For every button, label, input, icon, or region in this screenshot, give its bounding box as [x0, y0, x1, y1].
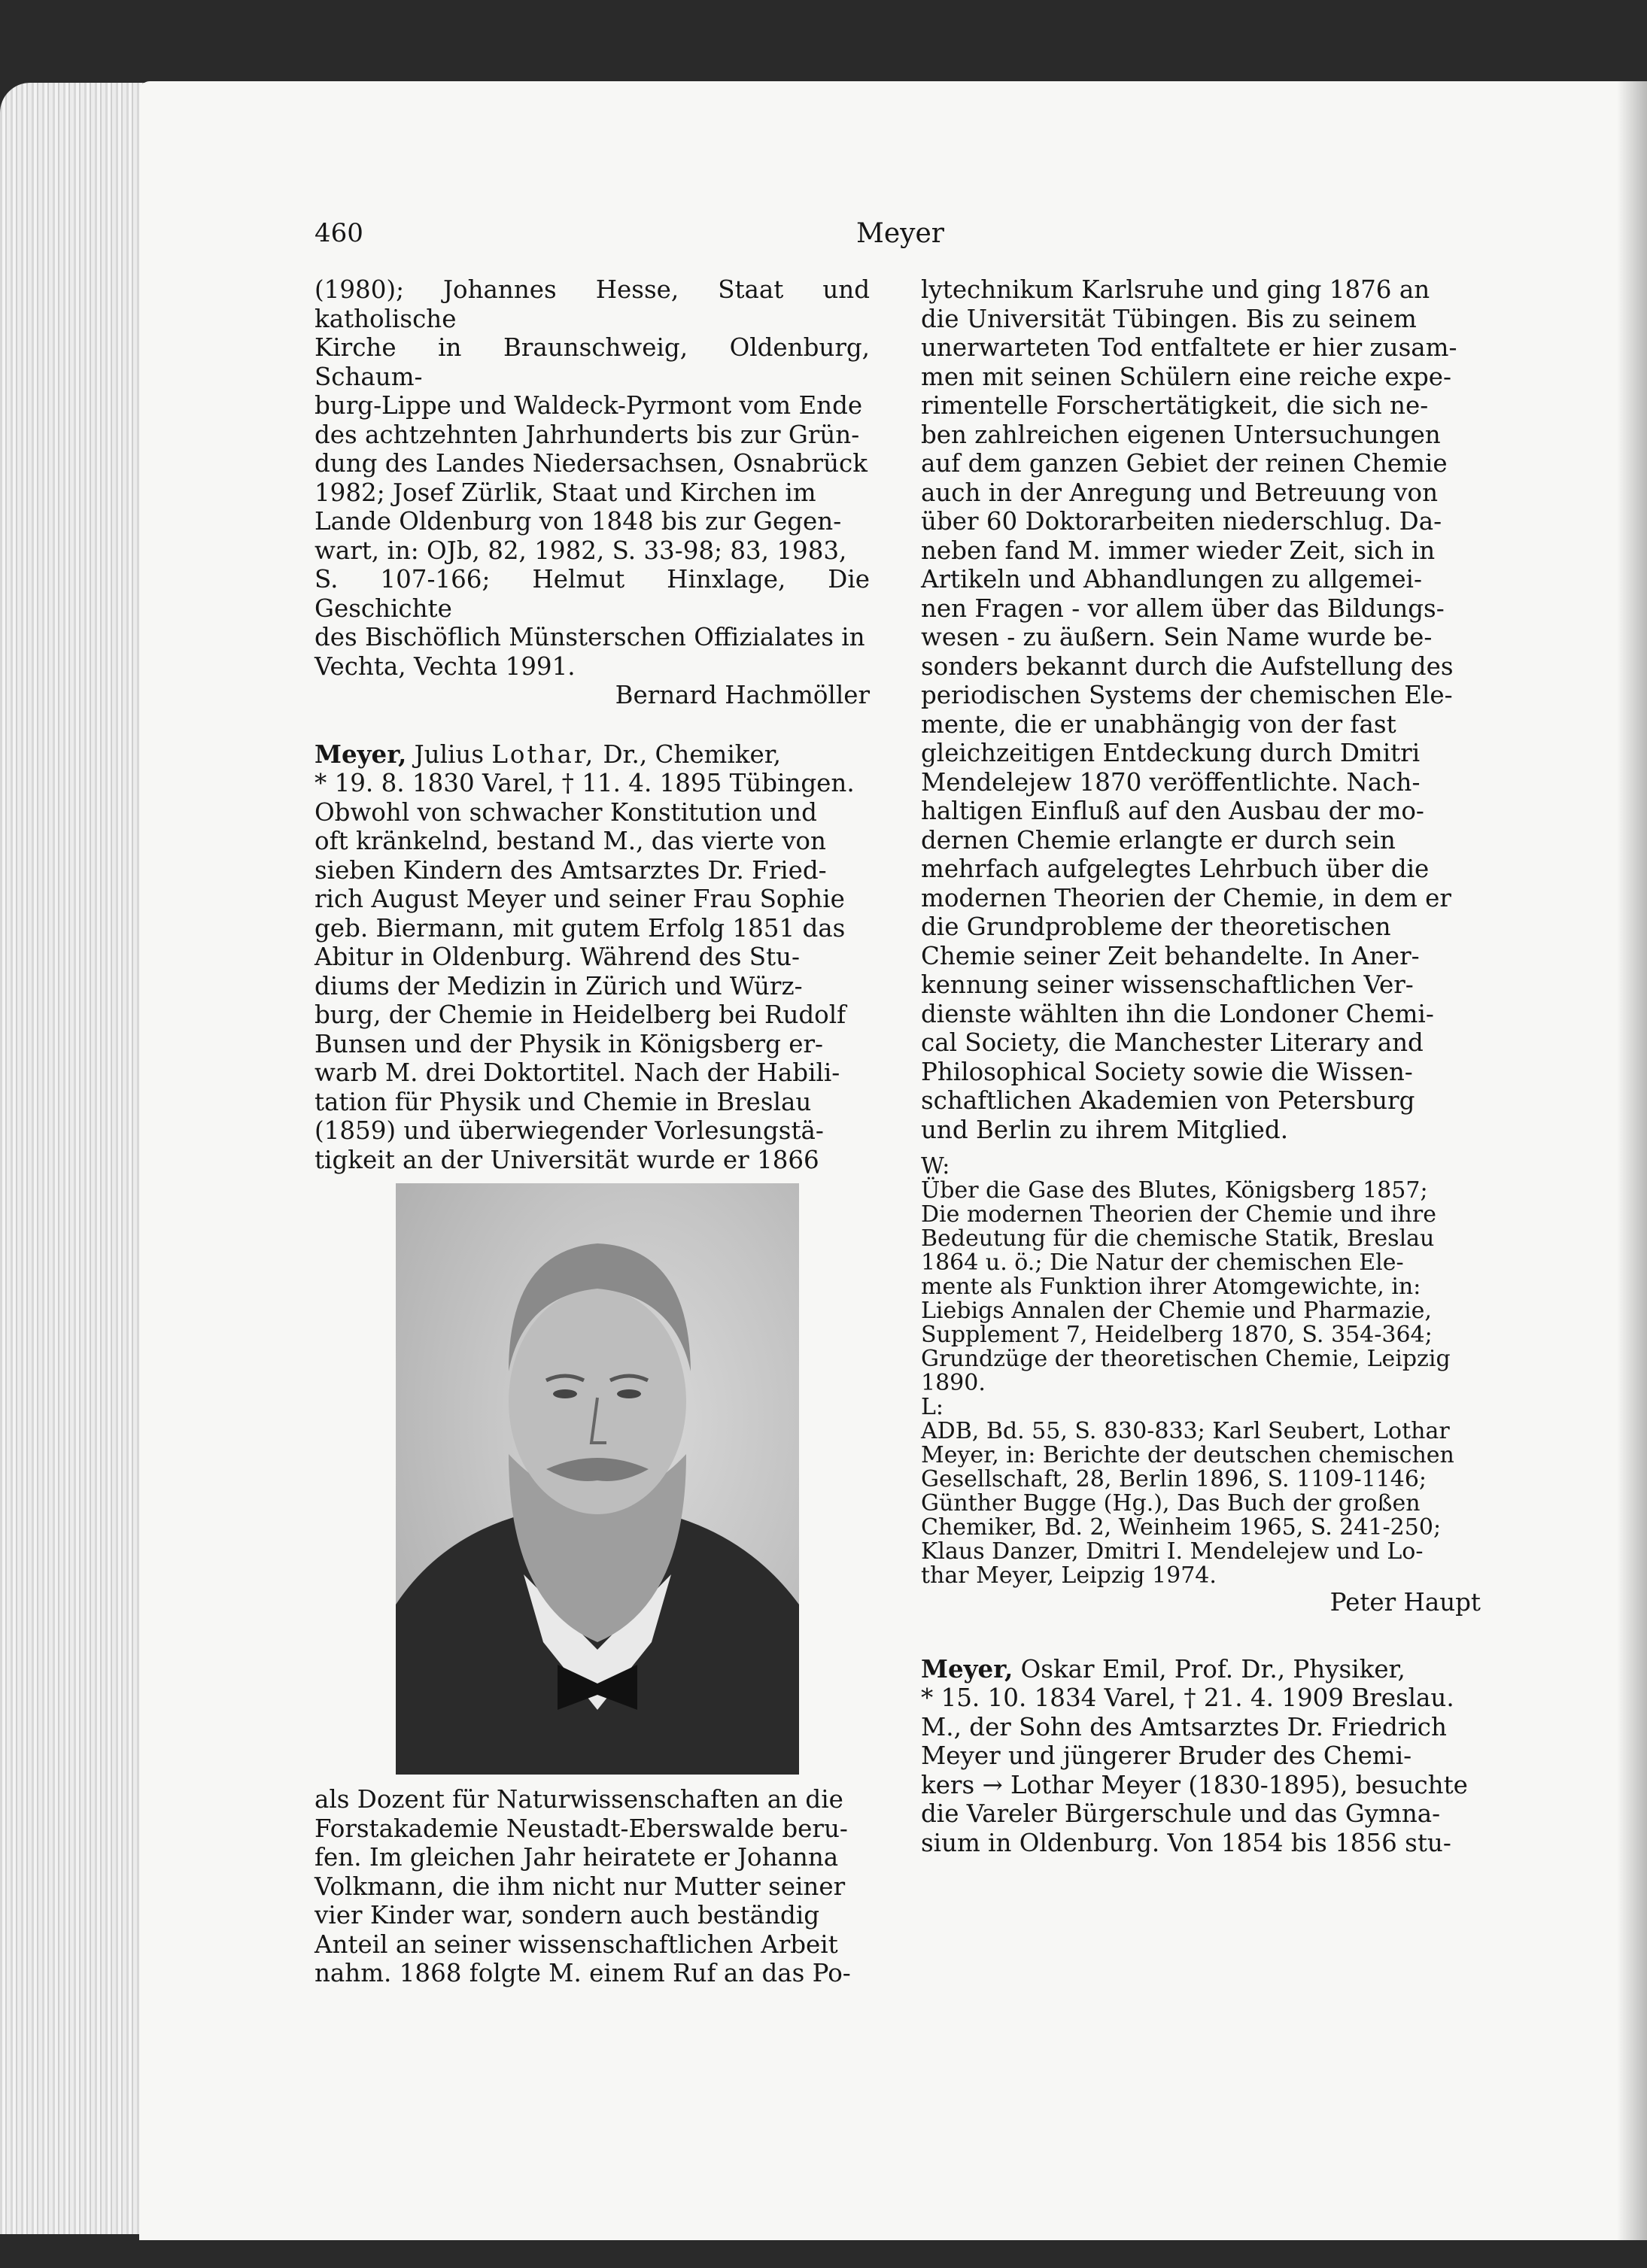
literature-line: Chemiker, Bd. 2, Weinheim 1965, S. 241-250; — [921, 1514, 1442, 1541]
text-line: des achtzehnten Jahrhunderts bis zur Grün- — [315, 420, 860, 449]
text-line: kers → Lothar Meyer (1830-1895), besuchte — [921, 1770, 1468, 1799]
entry-title: Dr., Chemiker, — [595, 739, 781, 769]
text-line: Mendelejew 1870 veröffentlichte. Nach- — [921, 767, 1421, 797]
text-line: lytechnikum Karlsruhe und ging 1876 an — [921, 275, 1430, 304]
text-line: die Grundprobleme der theoretischen — [921, 912, 1391, 941]
works-line: Liebigs Annalen der Chemie und Pharmazie, — [921, 1298, 1432, 1324]
text-line: sium in Oldenburg. Von 1854 bis 1856 stu- — [921, 1828, 1451, 1857]
text-line: dernen Chemie erlangte er durch sein — [921, 825, 1396, 855]
works-label: W: — [921, 1153, 950, 1180]
literature-label: L: — [921, 1394, 944, 1420]
text-line: rimentelle Forschertätigkeit, die sich ne- — [921, 391, 1429, 420]
gutter-shadow — [1617, 81, 1647, 2240]
text-line: als Dozent für Naturwissenschaften an die — [315, 1785, 843, 1814]
text-line: Artikeln und Abhandlungen zu allgemei- — [921, 565, 1422, 594]
text-line: tation für Physik und Chemie in Breslau — [315, 1087, 812, 1116]
text-line: auf dem ganzen Gebiet der reinen Chemie — [921, 449, 1448, 478]
text-line: rich August Meyer und seiner Frau Sophie — [315, 885, 845, 913]
entry-called-name: Lothar, — [491, 739, 596, 769]
entry-dates: * 19. 8. 1830 Varel, † 11. 4. 1895 Tübingen. — [315, 769, 855, 797]
text-line: Obwohl von schwacher Konstitution und — [315, 797, 817, 827]
text-line: cal Society, die Manchester Literary and — [921, 1028, 1424, 1057]
text-line: die Universität Tübingen. Bis zu seinem — [921, 304, 1417, 333]
text-line: über 60 Doktorarbeiten niederschlug. Da- — [921, 507, 1442, 536]
text-line: unerwarteten Tod entfaltete er hier zusam- — [921, 333, 1457, 362]
portrait-photo — [396, 1183, 799, 1775]
entry-oskar-emil-meyer — [921, 1655, 1481, 1858]
text-line: Meyer und jüngerer Bruder des Chemi- — [921, 1741, 1412, 1770]
left-column — [315, 275, 870, 1988]
works-section — [921, 1155, 1481, 1395]
text-line: Chemie seiner Zeit behandelte. In Aner- — [921, 941, 1420, 970]
text-line: und Berlin zu ihrem Mitglied. — [921, 1115, 1289, 1144]
literature-line: ADB, Bd. 55, S. 830-833; Karl Seubert, Lothar — [921, 1418, 1450, 1444]
text-line: neben fand M. immer wieder Zeit, sich in — [921, 536, 1436, 565]
text-line: Vechta, Vechta 1991. — [315, 651, 576, 681]
works-line: Über die Gase des Blutes, Königsberg 1857; — [921, 1177, 1428, 1204]
previous-entry-bibliography — [315, 275, 870, 710]
works-line: Die modernen Theorien der Chemie und ihre — [921, 1201, 1436, 1228]
text-line: M., der Sohn des Amtsarztes Dr. Friedrich — [921, 1712, 1447, 1741]
book-page-edges — [0, 83, 150, 2234]
text-line: Anteil an seiner wissenschaftlichen Arbeit — [315, 1929, 838, 1959]
text-line: (1980); Johannes Hesse, Staat und katholische — [315, 275, 870, 333]
text-line: Lande Oldenburg von 1848 bis zur Gegen- — [315, 507, 842, 536]
text-line: Philosophical Society sowie die Wissen- — [921, 1057, 1413, 1086]
running-head: Meyer — [856, 218, 945, 249]
text-line: Kirche in Braunschweig, Oldenburg, Schaum- — [315, 333, 870, 391]
entry-dates: * 15. 10. 1834 Varel, † 21. 4. 1909 Breslau. — [921, 1684, 1454, 1712]
page-header — [315, 218, 1469, 248]
entry-heading — [921, 1655, 1481, 1684]
portrait-illustration — [396, 1183, 799, 1775]
literature-section — [921, 1395, 1481, 1588]
entry-lothar-meyer — [315, 740, 870, 1988]
literature-line: Meyer, in: Berichte der deutschen chemischen — [921, 1442, 1454, 1468]
text-line: schaftlichen Akademien von Petersburg — [921, 1086, 1415, 1115]
literature-line: Gesellschaft, 28, Berlin 1896, S. 1109-1146; — [921, 1466, 1427, 1492]
works-line: 1890. — [921, 1370, 986, 1396]
works-line: Grundzüge der theoretischen Chemie, Leipzig — [921, 1346, 1451, 1372]
text-line: mente, die er unabhängig von der fast — [921, 709, 1396, 739]
text-line: gleichzeitigen Entdeckung durch Dmitri — [921, 739, 1421, 767]
page-number: 460 — [315, 218, 363, 248]
literature-line: Klaus Danzer, Dmitri I. Mendelejew und Lo- — [921, 1538, 1424, 1565]
text-line: modernen Theorien der Chemie, in dem er — [921, 883, 1451, 912]
text-line: Abitur in Oldenburg. Während des Stu- — [315, 943, 800, 971]
literature-line: thar Meyer, Leipzig 1974. — [921, 1562, 1217, 1589]
text-line: burg-Lippe und Waldeck-Pyrmont vom Ende — [315, 391, 863, 420]
text-line: S. 107-166; Helmut Hinxlage, Die Geschichte — [315, 565, 870, 623]
works-line: Supplement 7, Heidelberg 1870, S. 354-364; — [921, 1322, 1433, 1348]
text-line: 1982; Josef Zürlik, Staat und Kirchen im — [315, 478, 816, 507]
entry-given-name: Julius — [414, 739, 484, 769]
text-line: haltigen Einfluß auf den Ausbau der mo- — [921, 797, 1424, 825]
text-line: wesen - zu äußern. Sein Name wurde be- — [921, 623, 1433, 651]
text-line: nen Fragen - vor allem über das Bildungs- — [921, 594, 1445, 623]
text-line: mehrfach aufgelegtes Lehrbuch über die — [921, 855, 1430, 883]
text-line: auch in der Anregung und Betreuung von — [921, 478, 1439, 507]
text-line: oft kränkelnd, bestand M., das vierte von — [315, 827, 826, 855]
text-line: die Vareler Bürgerschule und das Gymna- — [921, 1799, 1441, 1828]
text-line: men mit seinen Schülern eine reiche expe- — [921, 362, 1451, 391]
entry-heading — [315, 740, 870, 770]
text-line: des Bischöflich Münsterschen Offizialates in — [315, 623, 865, 651]
text-line: warb M. drei Doktortitel. Nach der Habili- — [315, 1058, 840, 1087]
author-signature: Peter Haupt — [1329, 1588, 1481, 1617]
text-line: dung des Landes Niedersachsen, Osnabrück — [315, 449, 868, 478]
entry-surname: Meyer, — [921, 1653, 1013, 1684]
text-line: diums der Medizin in Zürich und Würz- — [315, 971, 803, 1000]
text-line: fen. Im gleichen Jahr heiratete er Johanna — [315, 1843, 839, 1872]
text-line: ben zahlreichen eigenen Untersuchungen — [921, 420, 1441, 449]
works-line: mente als Funktion ihrer Atomgewichte, in: — [921, 1274, 1421, 1300]
text-line: dienste wählten ihn die Londoner Chemi- — [921, 999, 1434, 1028]
text-line: sonders bekannt durch die Aufstellung des — [921, 651, 1454, 681]
text-line: nahm. 1868 folgte M. einem Ruf an das Po- — [315, 1959, 851, 1987]
entry-title: Oskar Emil, Prof. Dr., Physiker, — [1013, 1654, 1405, 1684]
text-line: kennung seiner wissenschaftlichen Ver- — [921, 970, 1414, 999]
text-line: sieben Kindern des Amtsarztes Dr. Fried- — [315, 855, 827, 885]
text-line: periodischen Systems der chemischen Ele- — [921, 681, 1453, 709]
text-line: vier Kinder war, sondern auch beständig — [315, 1901, 820, 1929]
text-line: burg, der Chemie in Heidelberg bei Rudolf — [315, 1000, 846, 1029]
works-line: Bedeutung für die chemische Statik, Breslau — [921, 1225, 1435, 1252]
entry-surname: Meyer, — [315, 739, 407, 769]
literature-line: Günther Bugge (Hg.), Das Buch der großen — [921, 1490, 1421, 1517]
right-column — [921, 275, 1481, 1857]
author-signature: Bernard Hachmöller — [615, 681, 870, 709]
works-line: 1864 u. ö.; Die Natur der chemischen Ele- — [921, 1249, 1404, 1276]
text-line: wart, in: OJb, 82, 1982, S. 33-98; 83, 1983, — [315, 536, 847, 565]
text-line: (1859) und überwiegender Vorlesungstä- — [315, 1116, 824, 1145]
text-line: Bunsen und der Physik in Königsberg er- — [315, 1029, 823, 1058]
text-line: geb. Biermann, mit gutem Erfolg 1851 das — [315, 913, 846, 943]
text-line: Volkmann, die ihm nicht nur Mutter seiner — [315, 1872, 846, 1901]
entry-lothar-meyer-continued — [921, 275, 1481, 1144]
text-line: Forstakademie Neustadt-Eberswalde beru- — [315, 1814, 848, 1843]
text-line: tigkeit an der Universität wurde er 1866 — [315, 1145, 819, 1174]
